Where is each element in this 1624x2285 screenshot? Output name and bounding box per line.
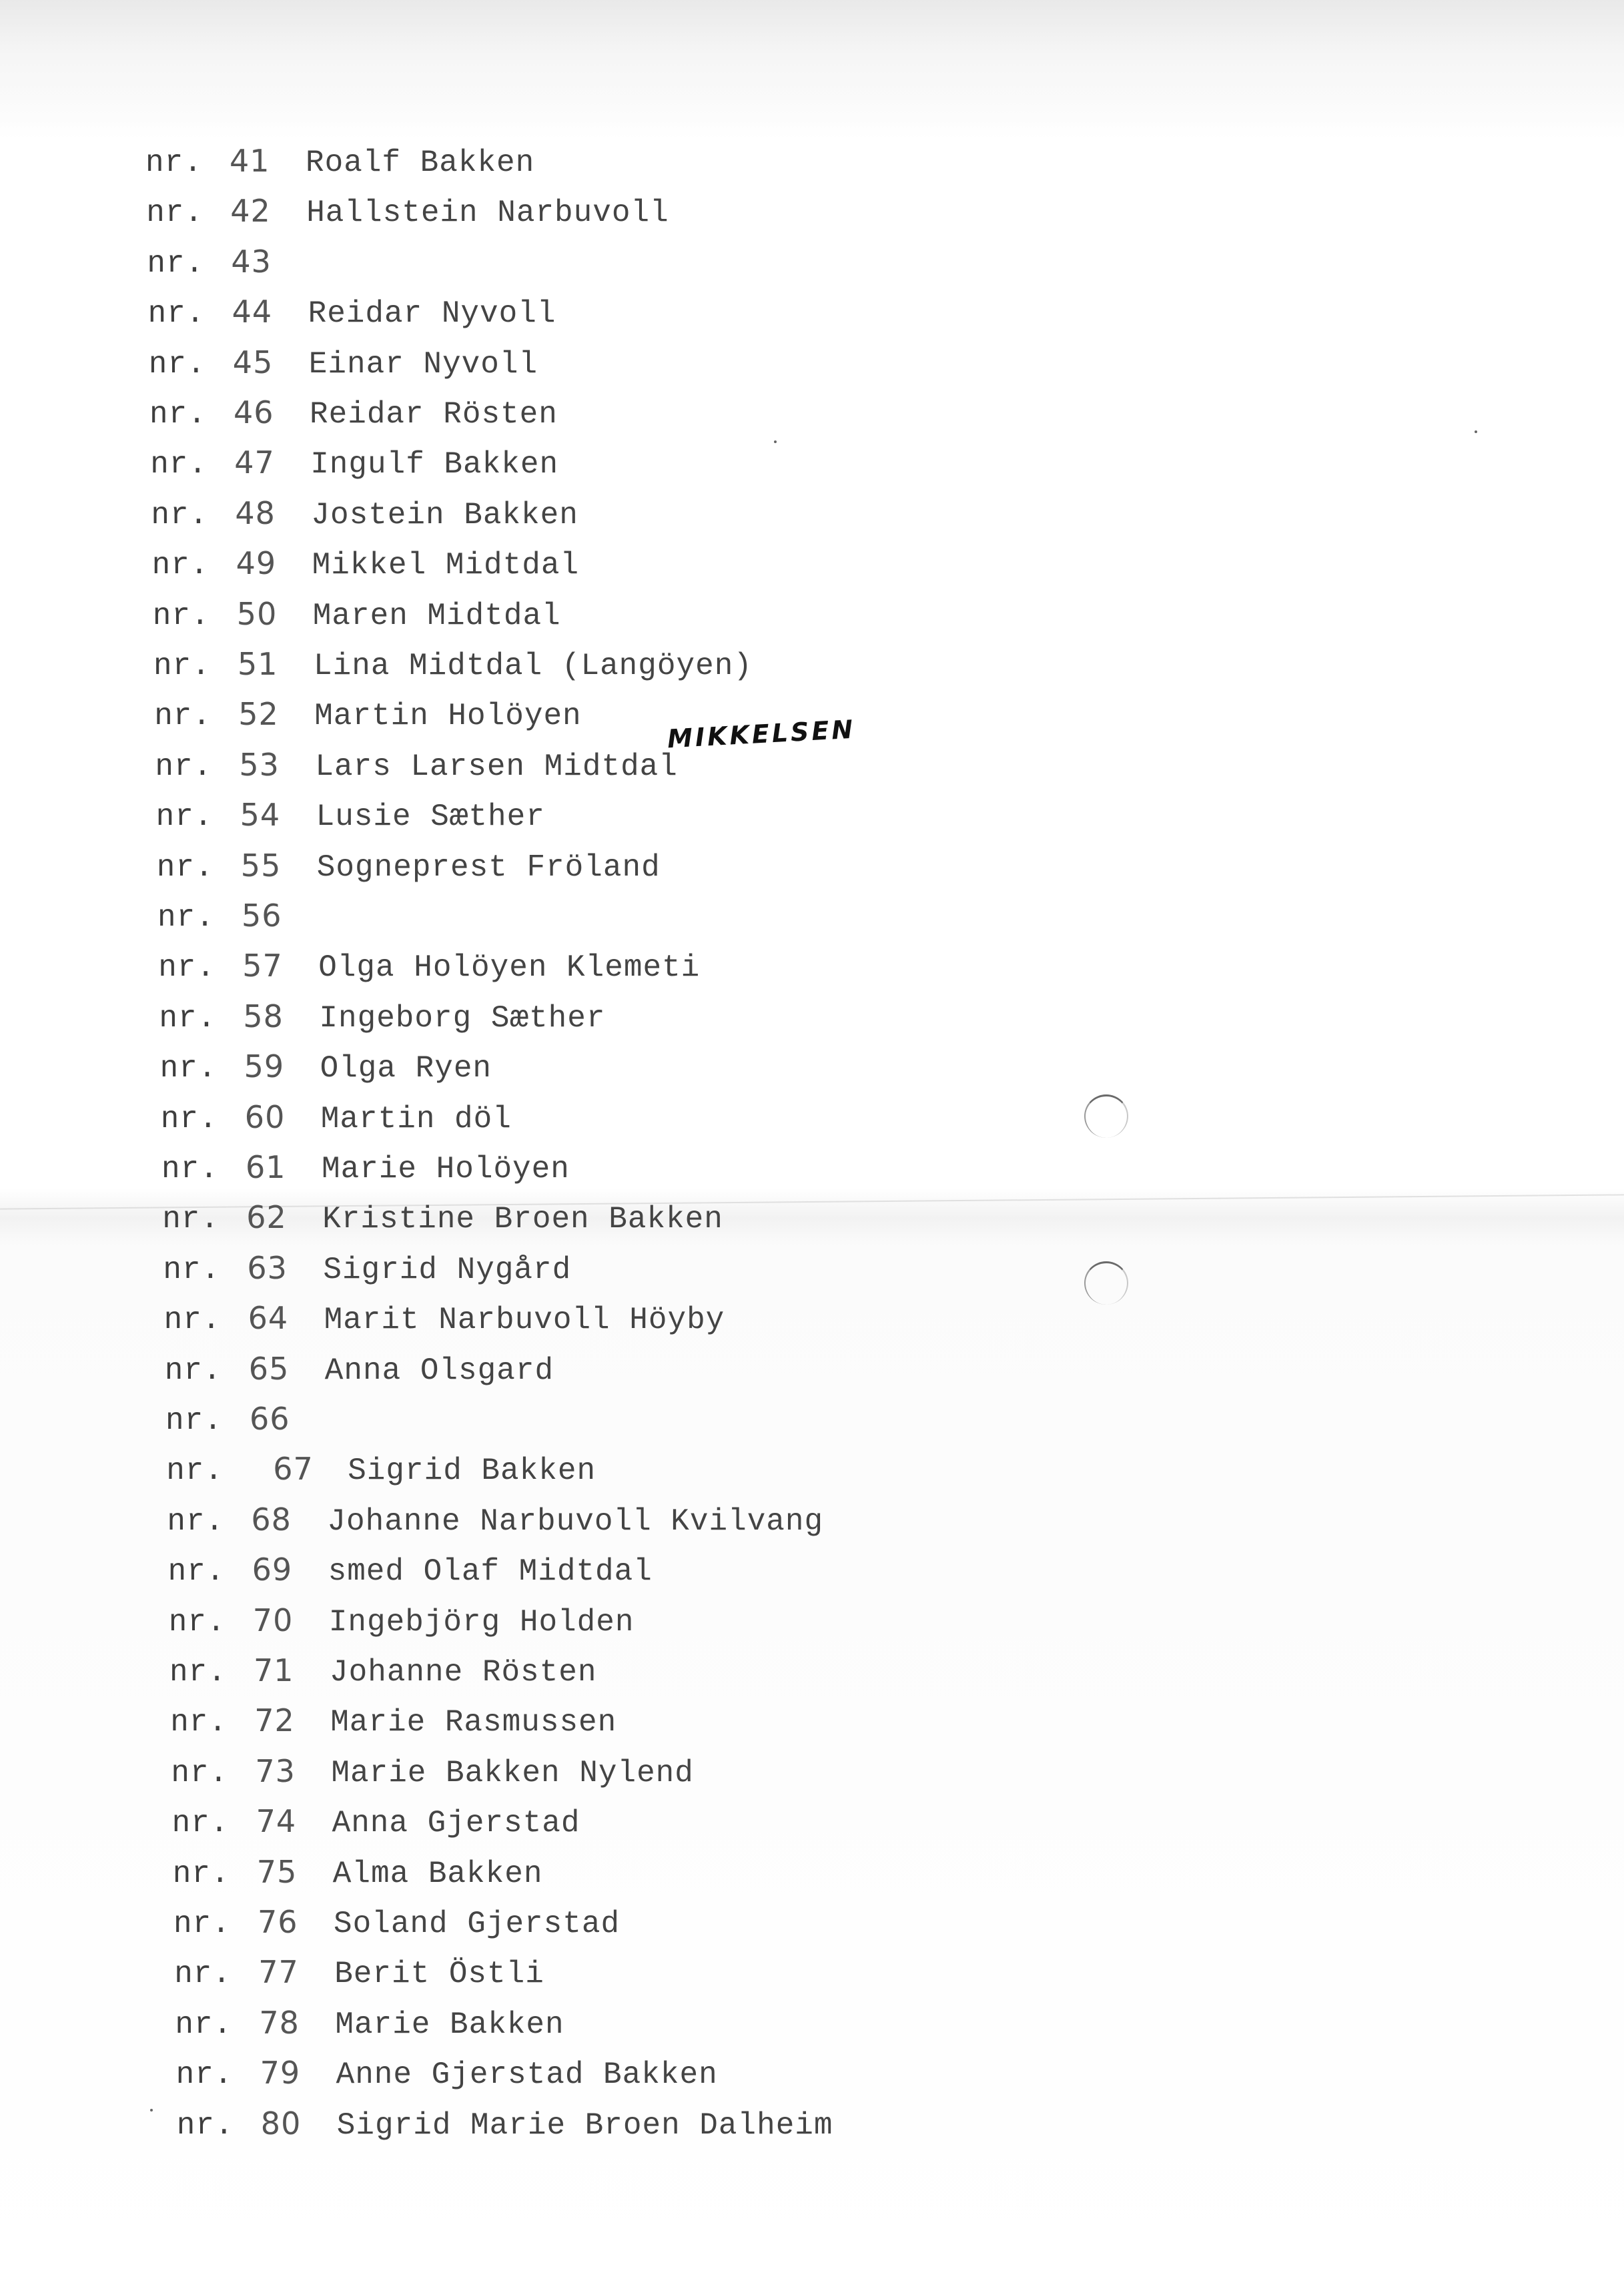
entry-name: Anne Gjerstad Bakken [336,2057,718,2093]
entry-name: Einar Nyvoll [308,346,538,382]
entry-name: Olga Holöyen Klemeti [318,950,701,986]
entry-number: 69 [252,1552,293,1588]
entry-name: Berit Östli [334,1957,544,1992]
entry-number: 51 [238,646,278,682]
entry-prefix: nr. [146,196,204,231]
entry-number: 48 [235,495,276,531]
entry-number: 72 [254,1702,295,1739]
entry-name: Marie Bakken [335,2007,564,2042]
paper-speck [774,440,777,443]
entry-prefix: nr. [165,1403,223,1438]
entry-prefix: nr. [147,246,205,281]
entry-number: 65 [248,1350,290,1387]
entry-prefix: nr. [164,1353,222,1388]
entry-number: 77 [258,1954,299,1991]
entry-prefix: nr. [169,1655,227,1690]
handwritten-correction: MIKKELSEN [667,714,857,754]
entry-name: Soland Gjerstad [334,1907,621,1941]
entry-number: 42 [230,193,271,230]
entry-prefix: nr. [163,1252,221,1287]
entry-number: 45 [232,344,274,380]
entry-number: 63 [247,1249,288,1286]
entry-name: Sigrid Marie Broen Dalheim [336,2107,833,2143]
entry-number: 47 [234,444,275,481]
entry-name: Sigrid Bakken [348,1453,596,1489]
entry-prefix: nr. [172,1856,230,1891]
entry-prefix: nr. [160,1101,218,1136]
entry-name: Johanne Narbuvoll Kvilvang [327,1504,824,1539]
entry-prefix: nr. [176,2107,234,2143]
entry-number: 60 [244,1098,286,1135]
entry-number: 49 [236,545,277,582]
entry-number: 54 [240,797,281,834]
entry-number: 57 [242,948,283,984]
entry-prefix: nr. [153,649,211,683]
entry-name: Maren Midtdal [312,598,561,633]
entry-name: Ingebjörg Holden [328,1604,635,1640]
entry-prefix: nr. [170,1705,228,1740]
entry-number: 75 [256,1853,298,1890]
entry-name: Sogneprest Fröland [316,850,661,885]
entry-prefix: nr. [154,699,212,734]
entry-prefix: nr. [163,1303,222,1338]
entry-prefix: nr. [148,346,206,382]
entry-name: Marie Holöyen [322,1152,570,1187]
entry-number: 66 [250,1401,290,1437]
entry-number: 43 [231,243,272,280]
entry-name: Martin döl [320,1101,512,1136]
entry-name: smed Olaf Midtdal [328,1554,653,1590]
paper-speck [1475,430,1477,433]
entry-number: 59 [244,1048,285,1085]
entry-number: 64 [248,1300,289,1337]
entry-number: 78 [259,2004,300,2041]
entry-prefix: nr. [155,749,213,784]
entry-prefix: nr. [161,1152,219,1187]
entry-name: Anna Olsgard [324,1353,554,1388]
entry-name: Olga Ryen [320,1051,492,1086]
entry-number: 62 [246,1199,287,1236]
paper-speck [150,2109,153,2111]
entry-prefix: nr. [175,2007,233,2042]
entry-number: 50 [236,595,278,632]
entry-prefix: nr. [157,900,215,935]
entry-number: 52 [238,696,279,733]
entry-number: 71 [254,1652,294,1688]
entry-prefix: nr. [150,447,208,482]
entry-name: Sigrid Nygård [323,1252,572,1287]
entry-name: Lina Midtdal (Langöyen) [314,649,753,683]
entry-name: Hallstein Narbuvoll [306,196,669,231]
entry-name: Ingulf Bakken [310,447,559,482]
entry-prefix: nr. [155,799,214,835]
entry-name: Ingeborg Sæther [319,1000,606,1036]
entry-number: 41 [230,143,270,179]
entry-prefix: nr. [167,1504,225,1539]
entry-prefix: nr. [167,1554,226,1590]
entry-name: Roalf Bakken [306,145,535,180]
entry-name: Lusie Sæther [316,799,545,835]
entry-name: Alma Bakken [332,1856,543,1891]
entry-number: 67 [273,1451,314,1488]
punch-hole-mark [1084,1094,1128,1138]
entry-number: 73 [255,1752,296,1789]
entry-prefix: nr. [166,1453,224,1489]
entry-number: 53 [239,746,280,783]
entry-number: 61 [246,1149,286,1185]
entry-name: Jostein Bakken [311,497,578,533]
entry-number: 74 [256,1803,297,1840]
entry-prefix: nr. [149,397,207,432]
entry-name: Reidar Rösten [310,397,558,432]
punch-hole-mark [1084,1261,1128,1305]
entry-prefix: nr. [152,598,210,633]
entry-prefix: nr. [151,548,210,583]
entry-prefix: nr. [174,1957,232,1992]
entry-number: 55 [240,847,282,884]
entry-name: Reidar Nyvoll [308,296,556,332]
entry-prefix: nr. [159,1000,217,1036]
entry-number: 44 [232,294,273,330]
entry-prefix: nr. [171,1806,230,1841]
entry-name: Marie Bakken Nylend [331,1755,694,1790]
entry-prefix: nr. [158,950,216,986]
entry-name: Lars Larsen Midtdal [315,749,678,784]
entry-name: Mikkel Midtdal [312,548,580,583]
entry-number: 76 [258,1904,298,1940]
entry-number: 58 [243,998,284,1034]
entry-number: 79 [260,2055,301,2091]
entry-prefix: nr. [147,296,206,332]
paper-fold-shadow [0,0,1624,140]
entry-prefix: nr. [171,1755,229,1790]
entry-number: 68 [251,1501,292,1538]
entry-name: Marie Rasmussen [330,1705,617,1740]
entry-name: Johanne Rösten [330,1655,597,1690]
entry-prefix: nr. [175,2057,234,2093]
entry-number: 80 [260,2105,302,2142]
entry-name: Anna Gjerstad [332,1806,580,1841]
entry-prefix: nr. [168,1604,226,1640]
entry-name: Marit Narbuvoll Höyby [324,1303,725,1338]
entry-prefix: nr. [151,497,209,533]
entry-prefix: nr. [159,1051,218,1086]
entry-name: Martin Holöyen [314,699,582,734]
entry-prefix: nr. [156,850,214,885]
entry-prefix: nr. [145,145,203,180]
entry-prefix: nr. [173,1907,231,1941]
entry-number: 70 [252,1602,294,1638]
entry-number: 46 [234,394,274,430]
entry-prefix: nr. [162,1202,220,1237]
entry-name: Kristine Broen Bakken [322,1202,723,1237]
paper-crease [0,1194,1624,1209]
entry-number: 56 [242,898,282,934]
